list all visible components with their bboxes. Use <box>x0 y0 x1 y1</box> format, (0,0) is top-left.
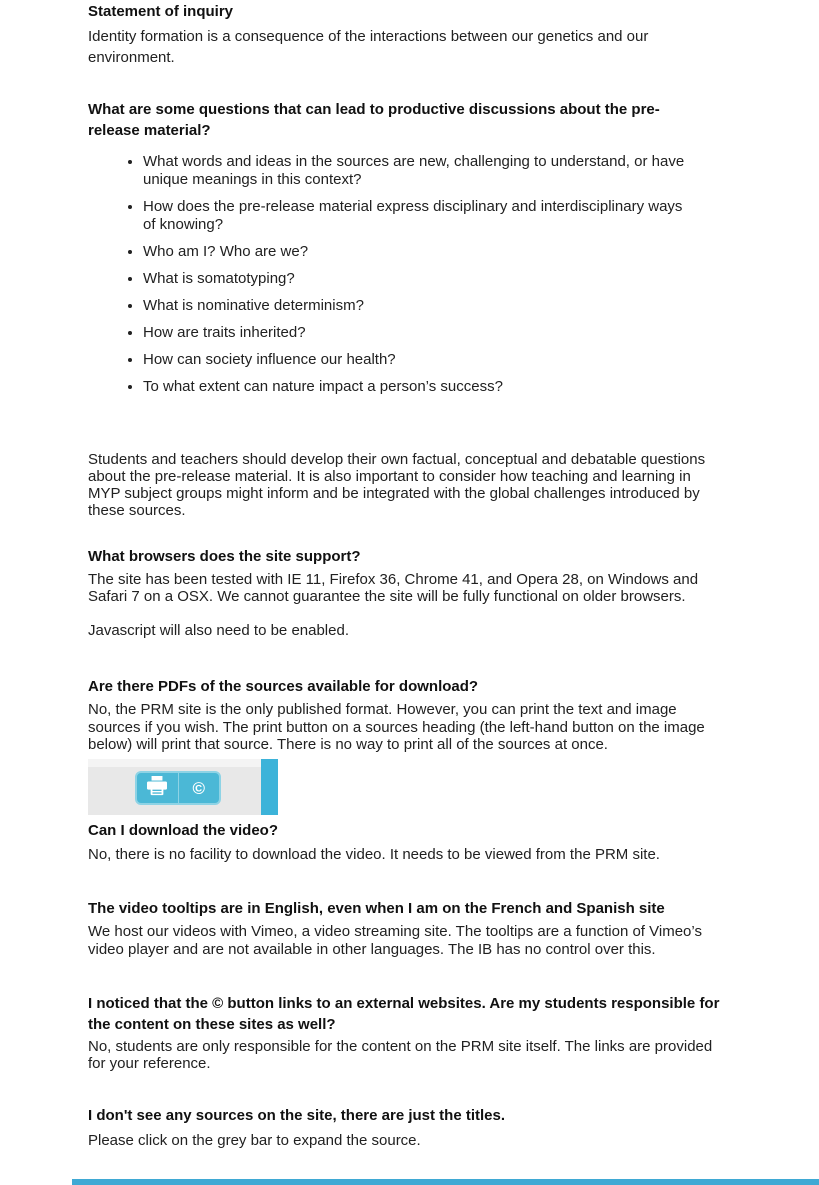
browsers-text: The site has been tested with IE 11, Firefox 36, Chrome 41, and Opera 28, on Windows and Safari 7 on a OSX. We cannot guarantee the site will be fully functional on older browsers. <box>88 571 699 606</box>
copyright-button-image <box>178 773 220 803</box>
list-item: • Who am I? Who are we? <box>143 243 688 261</box>
questions-list <box>88 153 688 396</box>
javascript-note: Javascript will also need to be enabled. <box>88 621 349 639</box>
list-item: • What words and ideas in the sources are new, challenging to understand, or have unique meanings in this context? <box>143 153 688 189</box>
develop-questions-paragraph: Students and teachers should develop their own factual, conceptual and debatable questions about the pre-release material. It is also important to consider how teaching and learning in MYP subject groups might inform and be integrated with the global challenges introduced by these sources. <box>88 450 706 520</box>
browsers-heading: What browsers does the site support? <box>88 547 361 565</box>
pdfs-text: No, the PRM site is the only published format. However, you can print the text and image sources if you wish. The print button on a sources heading (the left-hand button on the image below) will print that source. There is no way to print all of the sources at once. <box>88 701 705 753</box>
list-item: • How are traits inherited? <box>143 324 688 342</box>
no-sources-text: Please click on the grey bar to expand the source. <box>88 1131 421 1149</box>
list-item: • What is nominative determinism? <box>143 297 688 315</box>
questions-heading: What are some questions that can lead to productive discussions about the pre-release material? <box>88 100 660 139</box>
no-sources-heading: I don't see any sources on the site, there are just the titles. <box>88 1107 506 1125</box>
copyright-links-text: No, students are only responsible for the content on the PRM site itself. The links are provided for your reference. <box>88 1037 713 1072</box>
pdfs-heading: Are there PDFs of the sources available for download? <box>88 677 479 695</box>
copyright-icon: © <box>192 778 206 798</box>
screenshot-cyan-strip <box>261 759 278 815</box>
video-heading: Can I download the video? <box>88 822 279 839</box>
list-item: • What is somatotyping? <box>143 270 688 288</box>
source-buttons-group <box>135 771 221 805</box>
tooltips-text: We host our videos with Vimeo, a video streaming site. The tooltips are a function of Vimeo’s video player and are not available in other languages. The IB has no control over this. <box>88 923 702 958</box>
tooltips-heading: The video tooltips are in English, even when I am on the French and Spanish site <box>88 899 665 917</box>
print-button-image <box>137 773 178 803</box>
video-text: No, there is no facility to download the video. It needs to be viewed from the PRM site. <box>88 845 660 863</box>
statement-of-inquiry-heading: Statement of inquiry <box>88 3 234 20</box>
printer-icon <box>146 776 168 800</box>
list-item: • To what extent can nature impact a person’s success? <box>143 378 688 396</box>
print-buttons-screenshot <box>88 759 278 815</box>
list-item: • How can society influence our health? <box>143 351 688 369</box>
cropped-next-image-edge <box>72 1179 819 1185</box>
list-item: • How does the pre-release material express disciplinary and interdisciplinary ways of knowing? <box>143 198 688 234</box>
statement-of-inquiry-text: Identity formation is a consequence of the interactions between our genetics and our environment. <box>88 27 649 66</box>
copyright-links-heading: I noticed that the © button links to an external websites. Are my students responsible for the content on these sites as well? <box>88 994 720 1034</box>
screenshot-top-band <box>88 759 278 767</box>
